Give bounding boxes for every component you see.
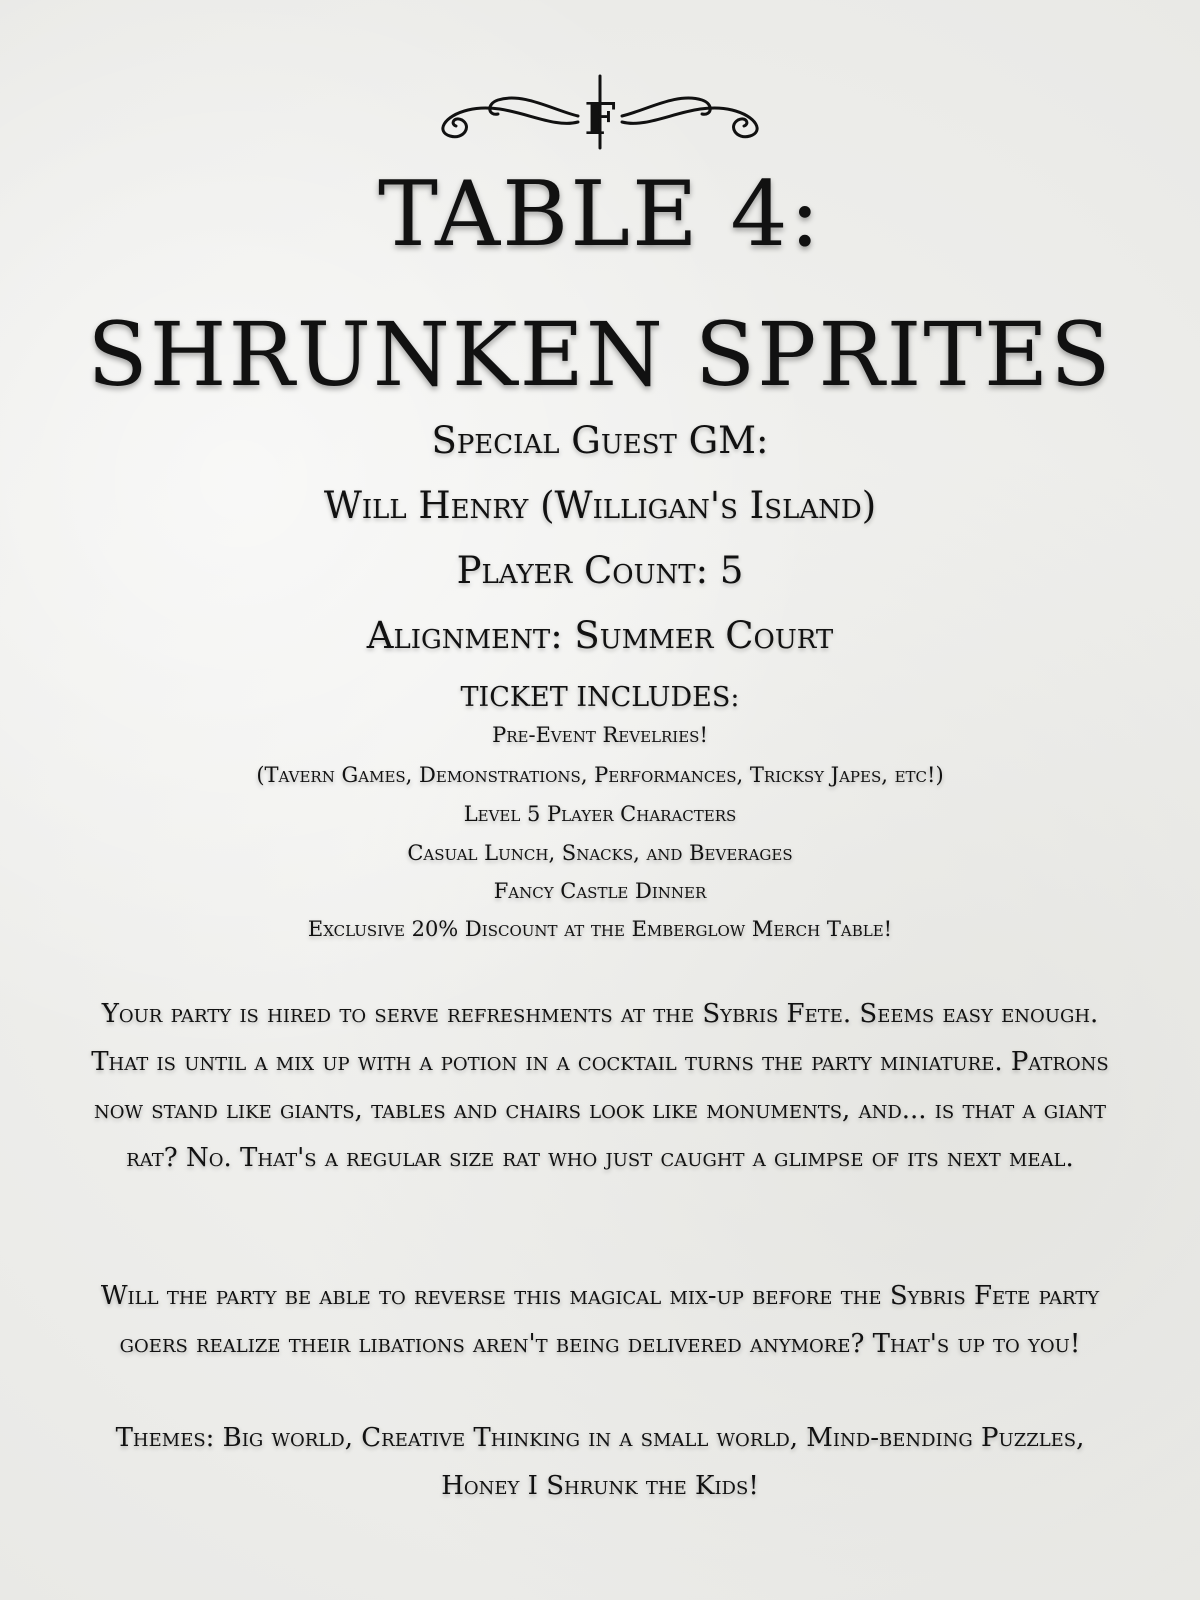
- page-title-line-1: TABLE 4:: [378, 162, 822, 267]
- alignment: Alignment: Summer Court: [366, 614, 834, 657]
- description-paragraph-2: Will the party be able to reverse this magical mix-up before the Sybris Fete party goers realize their libations aren't being delivered anymore? That's up to you!: [100, 1281, 1100, 1359]
- page-title-line-2: SHRUNKEN SPRITES: [87, 303, 1113, 406]
- flourish-logo: [428, 70, 772, 154]
- include-item: Pre-Event Revelries!: [492, 723, 708, 747]
- include-item: (Tavern Games, Demonstrations, Performances, Tricksy Japes, etc!): [256, 763, 944, 787]
- ticket-includes-heading: TICKET INCLUDES:: [460, 682, 740, 713]
- player-count: Player Count: 5: [456, 549, 744, 592]
- include-item: Exclusive 20% Discount at the Emberglow Merch Table!: [307, 917, 893, 941]
- themes-paragraph: Themes: Big world, Creative Thinking in a small world, Mind-bending Puzzles, Honey I Shrunk the Kids!: [115, 1423, 1085, 1501]
- include-item: Casual Lunch, Snacks, and Beverages: [407, 841, 793, 865]
- description-paragraph-1: Your party is hired to serve refreshments at the Sybris Fete. Seems easy enough. That is until a mix up with a potion in a cocktail turns the party miniature. Patrons now stand like giants, tables and chairs look like monuments, and... is that a giant rat? No. That's a regular size rat who just caught a glimpse of its next meal.: [91, 999, 1109, 1173]
- guest-gm-label: Special Guest GM:: [431, 419, 769, 462]
- include-item: Level 5 Player Characters: [463, 802, 737, 826]
- svg-text:F: F: [584, 94, 616, 145]
- include-item: Fancy Castle Dinner: [493, 879, 707, 903]
- guest-gm-name: Will Henry (Willigan's Island): [323, 484, 877, 527]
